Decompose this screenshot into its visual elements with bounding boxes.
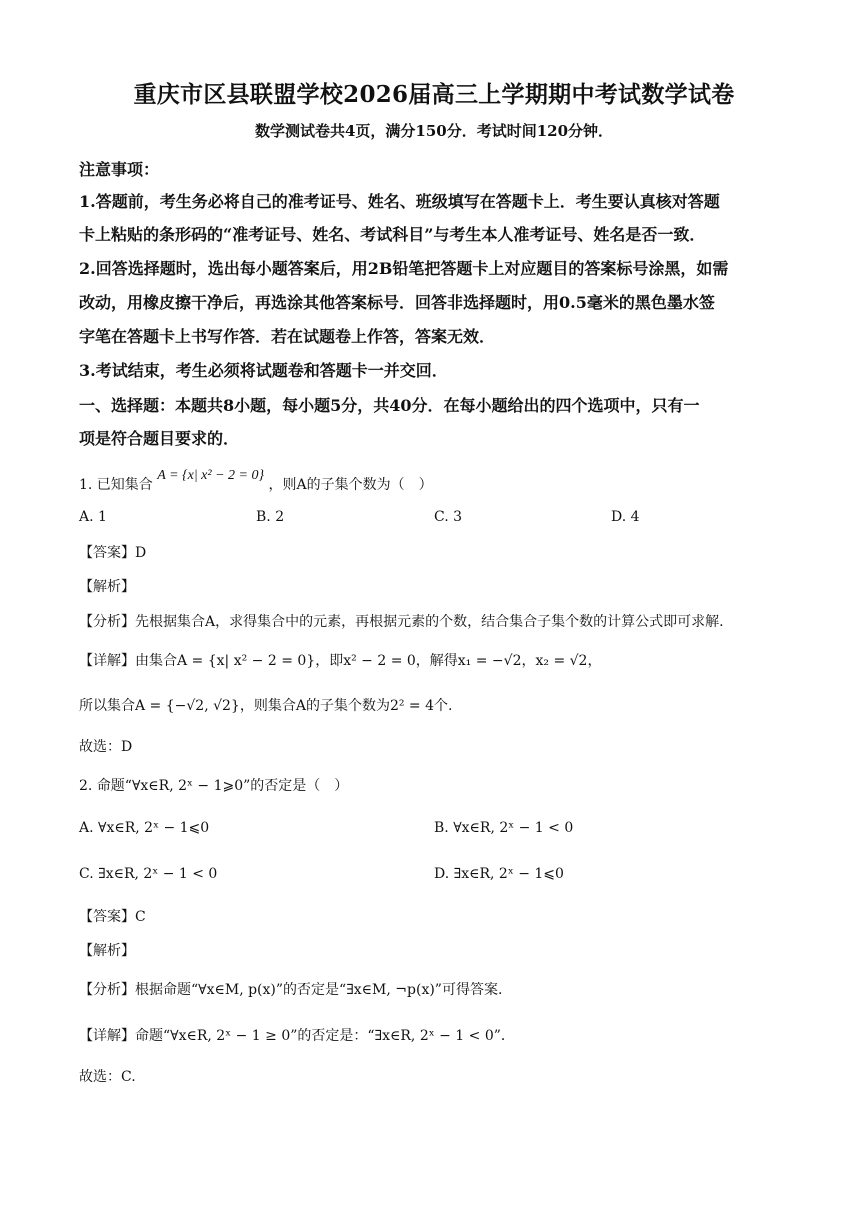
section-heading-line-1: 一、选择题：本题共8小题，每小题5分，共40分．在每小题给出的四个选项中，只有一: [79, 396, 700, 415]
question-2-stem: 2. 命题“∀x∈R, 2ˣ − 1⩾0”的否定是（ ）: [79, 778, 349, 794]
notes-heading: 注意事项：: [79, 160, 160, 179]
section-heading-line-2: 项是符合题目要求的．: [79, 429, 240, 448]
q1-option-c: C. 3: [434, 509, 463, 525]
q1-detail: 【详解】由集合A = {x| x² − 2 = 0}，即x² − 2 = 0，解得x₁ = −√2，x₂ = √2，: [79, 653, 602, 669]
q2-analysis: 【分析】根据命题“∀x∈M, p(x)”的否定是“∃x∈M, ¬p(x)”可得答案.: [79, 982, 503, 998]
q2-answer: 【答案】C: [79, 909, 146, 925]
notes-line-6: 3.考试结束，考生必须将试题卷和答题卡一并交回．: [79, 361, 448, 380]
notes-line-5: 字笔在答题卡上书写作答．若在试题卷上作答，答案无效．: [79, 327, 496, 346]
q1-option-b: B. 2: [256, 509, 285, 525]
q1-detail-2: 所以集合A = {−√2, √2}，则集合A的子集个数为2² = 4个.: [79, 698, 453, 714]
q1-set-definition: A = {x| x² − 2 = 0}: [157, 468, 265, 483]
q1-analysis: 【分析】先根据集合A，求得集合中的元素，再根据元素的个数，结合集合子集个数的计算公式即可求解.: [79, 614, 724, 630]
notes-line-2: 卡上粘贴的条形码的“准考证号、姓名、考试科目”与考生本人准考证号、姓名是否一致．: [79, 225, 706, 244]
q1-suffix: ，则A的子集个数为（ ）: [268, 477, 433, 493]
q2-option-a: A. ∀x∈R, 2ˣ − 1⩽0: [79, 820, 210, 836]
notes-line-3: 2.回答选择题时，选出每小题答案后，用2B铅笔把答题卡上对应题目的答案标号涂黑，如需: [79, 259, 729, 278]
q2-choice: 故选：C.: [79, 1069, 136, 1085]
page-subtitle: 数学测试卷共4页，满分150分．考试时间120分钟．: [254, 122, 614, 140]
q1-option-a: A. 1: [79, 509, 107, 525]
q1-choice: 故选：D: [79, 739, 133, 755]
q2-detail: 【详解】命题“∀x∈R, 2ˣ − 1 ≥ 0”的否定是：“∃x∈R, 2ˣ − 1 < 0”．: [79, 1028, 515, 1044]
q2-option-b: B. ∀x∈R, 2ˣ − 1 < 0: [434, 820, 574, 836]
question-1-stem: [79, 468, 433, 494]
notes-line-1: 1.答题前，考生务必将自己的准考证号、姓名、班级填写在答题卡上．考生要认真核对答题: [79, 192, 720, 211]
q1-prefix: 1. 已知集合: [79, 477, 153, 493]
page-title: 重庆市区县联盟学校2026届高三上学期期中考试数学试卷: [133, 81, 735, 108]
notes-line-4: 改动，用橡皮擦干净后，再选涂其他答案标号．回答非选择题时，用0.5毫米的黑色墨水签: [79, 293, 715, 312]
q1-answer: 【答案】D: [79, 545, 147, 561]
q1-option-d: D. 4: [611, 509, 640, 525]
q2-option-c: C. ∃x∈R, 2ˣ − 1 < 0: [79, 866, 218, 882]
q2-option-d: D. ∃x∈R, 2ˣ − 1⩽0: [434, 866, 564, 882]
q1-analysis-label: 【解析】: [79, 579, 135, 595]
q2-analysis-label: 【解析】: [79, 943, 135, 959]
